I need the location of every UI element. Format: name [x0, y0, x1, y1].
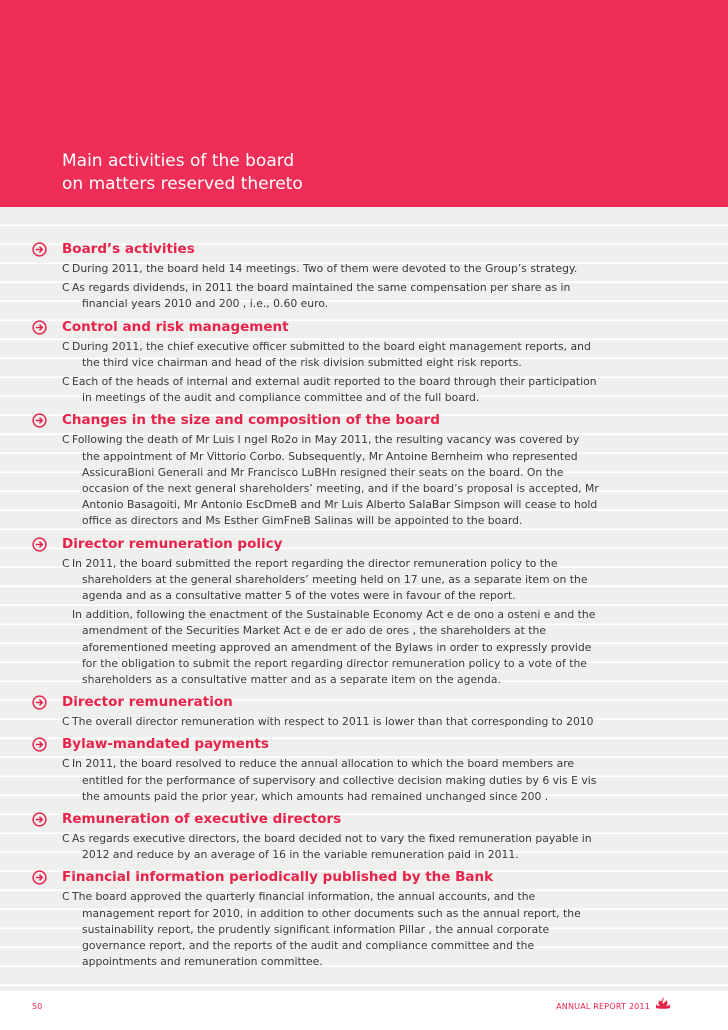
section-header: [0, 316, 728, 339]
report-label: ANNUAL REPORT 2011: [556, 1002, 650, 1011]
header-banner: [0, 0, 728, 207]
bullet-marker: C: [62, 757, 70, 771]
section-executive-remuneration: [0, 808, 728, 863]
section-financial-information: [0, 866, 728, 970]
paragraph: In addition, following the enactment of the Sustainable Economy Act e de ono a osteni e and the amendment of the Securities Market Act e de er ado de ores , the shareholders at the aforementioned meeting approved an amendment of the Bylaws in order to expressly provide for the obligation to submit the report regarding director remuneration policy to a vote of the shareholders as a consultative matter and as a separate item on the agenda.: [72, 608, 596, 687]
section-remuneration-policy: [0, 533, 728, 689]
list-item: C Each of the heads of internal and external audit reported to the board through their participation in meetings of the audit and compliance committee and of the full board.: [62, 375, 597, 405]
list-item: C During 2011, the chief executive officer submitted to the board eight management reports, and the third vice chairman and head of the risk division submitted eight risk reports.: [62, 339, 591, 369]
list-item: C As regards executive directors, the board decided not to vary the fixed remuneration payable in 2012 and reduce by an average of 16 in the variable remuneration paid in 2011.: [62, 832, 592, 862]
section-header: [0, 733, 728, 756]
section-header: [0, 691, 728, 714]
bullet-marker: C: [62, 281, 70, 295]
arrow-circle-icon: [32, 870, 47, 885]
list-item: C In 2011, the board submitted the report regarding the director remuneration policy to the shareholders at the general shareholders’ meeting held on 17 une, as a separate item on the agenda and as a consultative matter 5 of the votes were in favour of the report.: [62, 556, 588, 603]
page-title-line-2: on matters reserved thereto: [62, 174, 303, 194]
list-item: C During 2011, the board held 14 meetings. Two of them were devoted to the Group’s strategy.: [0, 261, 600, 277]
section-title: Board’s activities: [62, 241, 195, 257]
arrow-circle-icon: [32, 695, 47, 710]
section-title: Financial information periodically published by the Bank: [62, 869, 494, 886]
section-boards-activities: [0, 238, 728, 313]
section-header: [0, 409, 728, 432]
list-item: C Following the death of Mr Luis I ngel Ro2o in May 2011, the resulting vacancy was covered by the appointment of Mr Vittorio Corbo. Subsequently, Mr Antoine Bernheim who represented AssicuraBioni Generali and Mr Francisco LuBHn resigned their seats on the board. On the occasion of the next general shareholders’ meeting, and if the board’s proposal is accepted, Mr Antonio Basagoiti, Mr Antonio EscDmeB and Mr Luis Alberto SalaBar Simpson will cease to hold office as directors and Ms Esther GimFneB Salinas will be appointed to the board.: [62, 433, 599, 528]
page-number: 50: [32, 1002, 43, 1011]
page-title: [62, 150, 303, 196]
section-title: Bylaw-mandated payments: [62, 736, 269, 753]
arrow-circle-icon: [32, 537, 47, 552]
bullet-marker: C: [62, 262, 70, 275]
list-item: C In 2011, the board resolved to reduce the annual allocation to which the board members are entitled for the performance of supervisory and collective decision making duties by 6 vis E vis the amounts paid the prior year, which amounts had remained unchanged since 200 .: [62, 757, 597, 803]
bullet-marker: C: [62, 433, 70, 447]
bullet-marker: C: [62, 715, 70, 729]
section-title: Remuneration of executive directors: [62, 811, 342, 828]
bullet-marker: C: [62, 890, 70, 904]
content-area: [0, 207, 728, 991]
bullet-marker: C: [62, 375, 70, 389]
bullet-marker: C: [62, 339, 70, 353]
arrow-circle-icon: [32, 242, 47, 257]
list-item: C The board approved the quarterly financial information, the annual accounts, and the management report for 2010, in addition to other documents such as the annual report, the sustainability report, the prudently significant information Pillar , the annual corporate governance report, and the reports of the audit and compliance committee and the appointments and remuneration committee.: [62, 890, 581, 969]
section-title: Control and risk management: [62, 318, 289, 335]
list-item: C The overall director remuneration with respect to 2011 is lower than that corresponding to 2010: [0, 714, 600, 730]
section-bylaw-payments: [0, 733, 728, 805]
section-header: [0, 866, 728, 889]
section-title: Director remuneration policy: [62, 535, 283, 552]
section-director-remuneration: [0, 691, 728, 730]
list-item: C As regards dividends, in 2011 the board maintained the same compensation per share as in financial years 2010 and 200 , i.e., 0.60 euro.: [62, 281, 571, 311]
section-header: [0, 808, 728, 831]
flame-logo-icon: [655, 996, 671, 1010]
arrow-circle-icon: [32, 812, 47, 827]
arrow-circle-icon: [32, 413, 47, 428]
arrow-circle-icon: [32, 737, 47, 752]
section-header: [0, 533, 728, 556]
bullet-marker: C: [62, 556, 70, 570]
arrow-circle-icon: [32, 320, 47, 335]
section-control-risk: [0, 316, 728, 407]
bullet-marker: C: [62, 832, 70, 846]
section-board-changes: [0, 409, 728, 529]
page-title-line-1: Main activities of the board: [62, 151, 295, 171]
section-header: [0, 238, 728, 261]
section-title: Director remuneration: [62, 694, 233, 711]
section-title: Changes in the size and composition of the board: [62, 412, 440, 429]
